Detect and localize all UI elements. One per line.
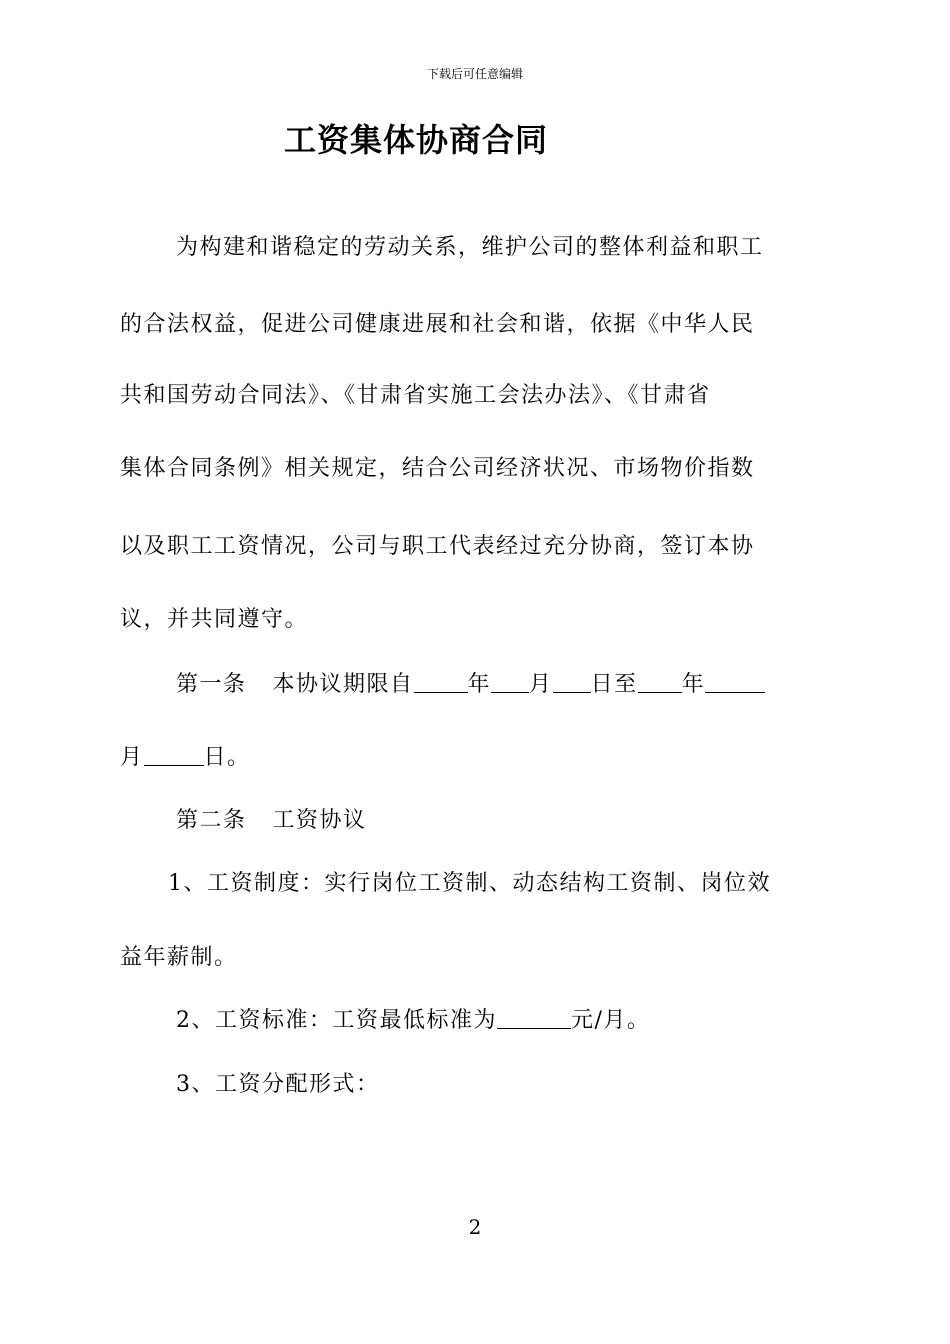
blank-min-wage[interactable] — [497, 1006, 571, 1029]
article-2-title: 工资协议 — [272, 808, 367, 833]
year-unit: 年 — [467, 672, 492, 697]
article-1-line-2 — [120, 743, 251, 773]
blank-start-year[interactable] — [414, 670, 468, 693]
preamble-line-4: 集体合同条例》相关规定，结合公司经济状况、市场物价指数 — [120, 456, 755, 481]
item-2-unit: 元/月。 — [571, 1008, 651, 1033]
preamble-line-1: 为构建和谐稳定的劳动关系，维护公司的整体利益和职工 — [176, 235, 764, 260]
blank-end-month[interactable] — [705, 670, 765, 693]
end-month-unit: 月 — [120, 745, 144, 770]
preamble-line-2: 的合法权益，促进公司健康进展和社会和谐，依据《中华人民 — [120, 312, 755, 337]
item-1-line-2: 益年薪制。 — [120, 945, 238, 970]
article-1-line-1 — [176, 670, 765, 700]
header-note: 下载后可任意编辑 — [426, 67, 523, 81]
document-title: 工资集体协商合同 — [284, 121, 549, 159]
article-2-heading — [176, 806, 367, 836]
item-2-text: 2、工资标准：工资最低标准为 — [176, 1008, 497, 1033]
article-2-label: 第二条 — [176, 808, 247, 833]
preamble-line-6: 议，并共同遵守。 — [120, 607, 309, 632]
item-1-line-1: 1、工资制度：实行岗位工资制、动态结构工资制、岗位效 — [168, 871, 771, 896]
blank-end-day[interactable] — [144, 743, 204, 766]
item-2 — [176, 1006, 650, 1036]
article-1-label: 第一条 — [176, 672, 247, 697]
month-unit: 月 — [529, 672, 553, 697]
day-to-text: 日至 — [590, 672, 638, 697]
blank-start-day[interactable] — [553, 670, 591, 693]
end-day-text: 日。 — [203, 745, 251, 770]
blank-start-month[interactable] — [491, 670, 529, 693]
item-3: 3、工资分配形式： — [176, 1072, 380, 1097]
preamble-line-3: 共和国劳动合同法》、《甘肃省实施工会法办法》、《甘肃省 — [120, 383, 711, 408]
article-1-text: 本协议期限自 — [272, 672, 414, 697]
end-year-unit: 年 — [681, 672, 706, 697]
blank-end-year[interactable] — [638, 670, 682, 693]
page-number: 2 — [468, 1215, 482, 1239]
preamble-line-5: 以及职工工资情况，公司与职工代表经过充分协商，签订本协 — [120, 534, 755, 559]
